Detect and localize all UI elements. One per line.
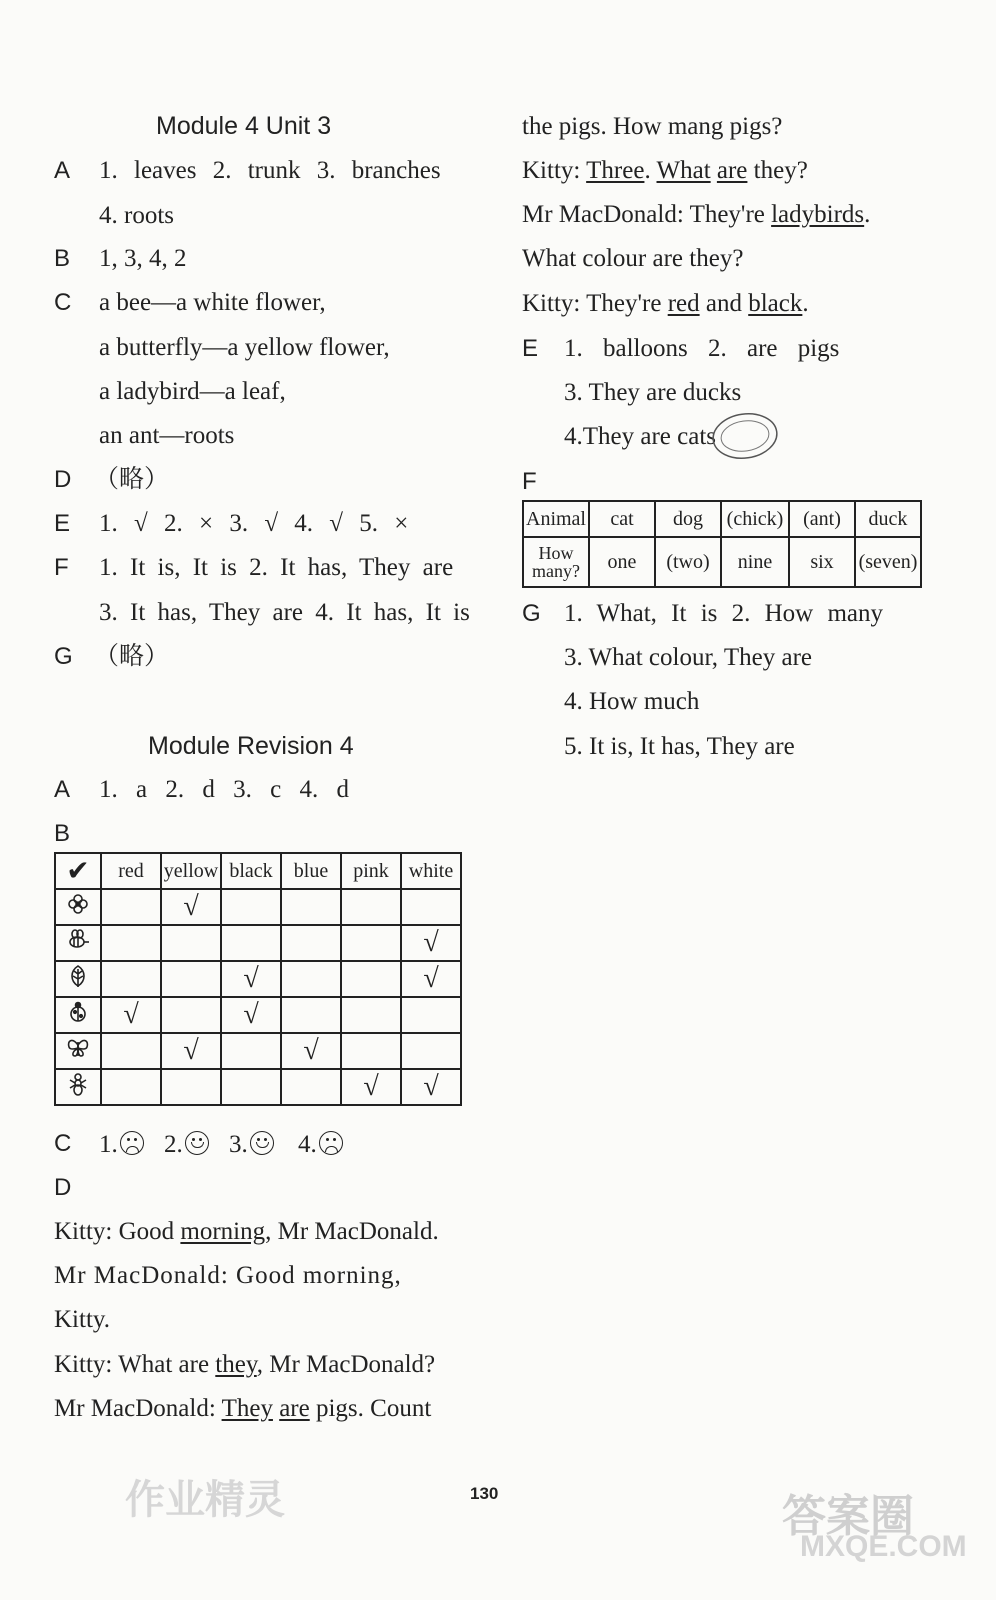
leaf-icon [55, 961, 101, 997]
answer-E-right-line2: 3. They are ducks [564, 379, 742, 406]
mark [341, 1033, 401, 1069]
mark [341, 889, 401, 925]
mark: √ [401, 925, 461, 961]
table-row [55, 925, 461, 961]
mark [221, 925, 281, 961]
bee-icon [55, 925, 101, 961]
count-ant: six [789, 537, 855, 587]
mark [161, 925, 221, 961]
mark [281, 997, 341, 1033]
mark [221, 889, 281, 925]
header-cat: cat [589, 501, 655, 537]
table-header-row [523, 501, 921, 537]
mark: √ [281, 1033, 341, 1069]
row-how-many: How many? [523, 537, 589, 587]
table-row [55, 1033, 461, 1069]
mark [101, 1069, 161, 1105]
mark: √ [401, 961, 461, 997]
mark [161, 1069, 221, 1105]
dialogue-line-5: Mr MacDonald: They are pigs. Count [54, 1395, 432, 1422]
table-row [523, 537, 921, 587]
answer-G-right-line4: 5. It is, It has, They are [564, 733, 795, 760]
watermark-logo: 作业精灵 [125, 1477, 285, 1523]
mark [401, 997, 461, 1033]
ant-icon [55, 1069, 101, 1105]
col-red: red [101, 853, 161, 889]
count-duck: (seven) [855, 537, 921, 587]
mark: √ [221, 961, 281, 997]
letter-C-revision: C [54, 1130, 72, 1157]
mark [101, 925, 161, 961]
section-heading-module4-unit3: Module 4 Unit 3 [156, 112, 332, 140]
answer-F-line1: 1. It is, It is 2. It has, They are [99, 554, 454, 581]
mark [101, 889, 161, 925]
col-black: black [221, 853, 281, 889]
answer-B-line1: 1, 3, 4, 2 [99, 245, 187, 272]
col-pink: pink [341, 853, 401, 889]
answer-C-line2: a butterfly—a yellow flower, [99, 334, 390, 361]
letter-A: A [54, 157, 71, 184]
dialogue-line-7: Kitty: Three. What are they? [522, 157, 808, 184]
mark [101, 1033, 161, 1069]
mark: √ [221, 997, 281, 1033]
face-label-4: 4. [298, 1131, 317, 1158]
sad-face-icon [319, 1131, 343, 1155]
header-ant: (ant) [789, 501, 855, 537]
letter-D: D [54, 466, 72, 493]
dialogue-line-6: the pigs. How mang pigs? [522, 113, 783, 140]
answer-C-line3: a ladybird—a leaf, [99, 378, 286, 405]
col-yellow: yellow [161, 853, 221, 889]
answer-G-line1: （略） [94, 643, 170, 670]
dialogue-line-9: What colour are they? [522, 245, 744, 272]
mark: √ [101, 997, 161, 1033]
answer-G-right-line3: 4. How much [564, 688, 700, 715]
section-heading-module-revision4: Module Revision 4 [148, 732, 354, 760]
mark [281, 961, 341, 997]
letter-E: E [54, 510, 71, 537]
smile-face-icon [250, 1131, 274, 1155]
col-blue: blue [281, 853, 341, 889]
header-animal: Animal [523, 501, 589, 537]
answer-G-right-line2: 3. What colour, They are [564, 644, 812, 671]
letter-C: C [54, 289, 72, 316]
table-row [55, 961, 461, 997]
letter-G: G [54, 643, 73, 670]
answer-C-revision-faces [99, 1131, 343, 1157]
corner-check: ✔ [55, 853, 101, 889]
table-row [55, 889, 461, 925]
dialogue-line-8: Mr MacDonald: They're ladybirds. [522, 201, 871, 228]
face-label-1: 1. [99, 1131, 118, 1158]
answer-A-revision-line1: 1. a 2. d 3. c 4. d [99, 776, 349, 803]
butterfly-icon [55, 1033, 101, 1069]
stamp-seal-icon [710, 408, 780, 464]
dialogue-line-1: Kitty: Good morning, Mr MacDonald. [54, 1218, 439, 1245]
letter-E-right: E [522, 335, 539, 362]
header-chick: (chick) [721, 501, 789, 537]
mark [341, 961, 401, 997]
dialogue-line-2: Mr MacDonald: Good morning, [54, 1262, 402, 1289]
mark [161, 997, 221, 1033]
answer-G-right-line1: 1. What, It is 2. How many [564, 600, 884, 627]
ladybird-icon [55, 997, 101, 1033]
animal-count-table [522, 500, 922, 588]
mark [401, 1033, 461, 1069]
dialogue-line-3: Kitty. [54, 1306, 111, 1333]
mark: √ [161, 889, 221, 925]
page-number: 130 [470, 1484, 499, 1503]
letter-F: F [54, 554, 69, 581]
count-chick: nine [721, 537, 789, 587]
letter-B: B [54, 245, 71, 272]
answer-A-line1: 1. leaves 2. trunk 3. branches [99, 157, 441, 184]
mark [221, 1069, 281, 1105]
flower-icon [55, 889, 101, 925]
colour-check-table [54, 852, 462, 1106]
answer-F-line2: 3. It has, They are 4. It has, It is [99, 599, 470, 626]
mark [281, 889, 341, 925]
mark [341, 997, 401, 1033]
dialogue-line-4: Kitty: What are they, Mr MacDonald? [54, 1351, 436, 1378]
mark [281, 1069, 341, 1105]
letter-G-right: G [522, 600, 541, 627]
answer-A-line2: 4. roots [99, 202, 174, 229]
smile-face-icon [185, 1131, 209, 1155]
mark [401, 889, 461, 925]
mark: √ [401, 1069, 461, 1105]
face-label-3: 3. [229, 1131, 248, 1158]
mark [221, 1033, 281, 1069]
sad-face-icon [120, 1131, 144, 1155]
watermark-logo-corner: 答案圈 [782, 1491, 914, 1542]
letter-D-revision: D [54, 1174, 72, 1201]
answer-D-line1: （略） [94, 466, 170, 493]
letter-B-revision: B [54, 820, 71, 847]
answer-E-right-line1: 1. balloons 2. are pigs [564, 335, 840, 362]
mark [341, 925, 401, 961]
table-header-row [55, 853, 461, 889]
dialogue-line-10: Kitty: They're red and black. [522, 290, 809, 317]
answer-E-right-line3: 4.They are cats [564, 423, 717, 450]
watermark-site-logo: MXQE.COM [800, 1530, 967, 1563]
count-dog: (two) [655, 537, 721, 587]
answer-C-line1: a bee—a white flower, [99, 289, 326, 316]
letter-F-right: F [522, 468, 537, 495]
face-label-2: 2. [164, 1131, 183, 1158]
answer-C-line4: an ant—roots [99, 422, 235, 449]
mark [101, 961, 161, 997]
letter-A-revision: A [54, 776, 71, 803]
table-row [55, 997, 461, 1033]
count-cat: one [589, 537, 655, 587]
header-duck: duck [855, 501, 921, 537]
answer-E-line1: 1. √ 2. × 3. √ 4. √ 5. × [99, 510, 409, 537]
mark: √ [341, 1069, 401, 1105]
mark [161, 961, 221, 997]
mark [281, 925, 341, 961]
table-row [55, 1069, 461, 1105]
mark: √ [161, 1033, 221, 1069]
col-white: white [401, 853, 461, 889]
header-dog: dog [655, 501, 721, 537]
